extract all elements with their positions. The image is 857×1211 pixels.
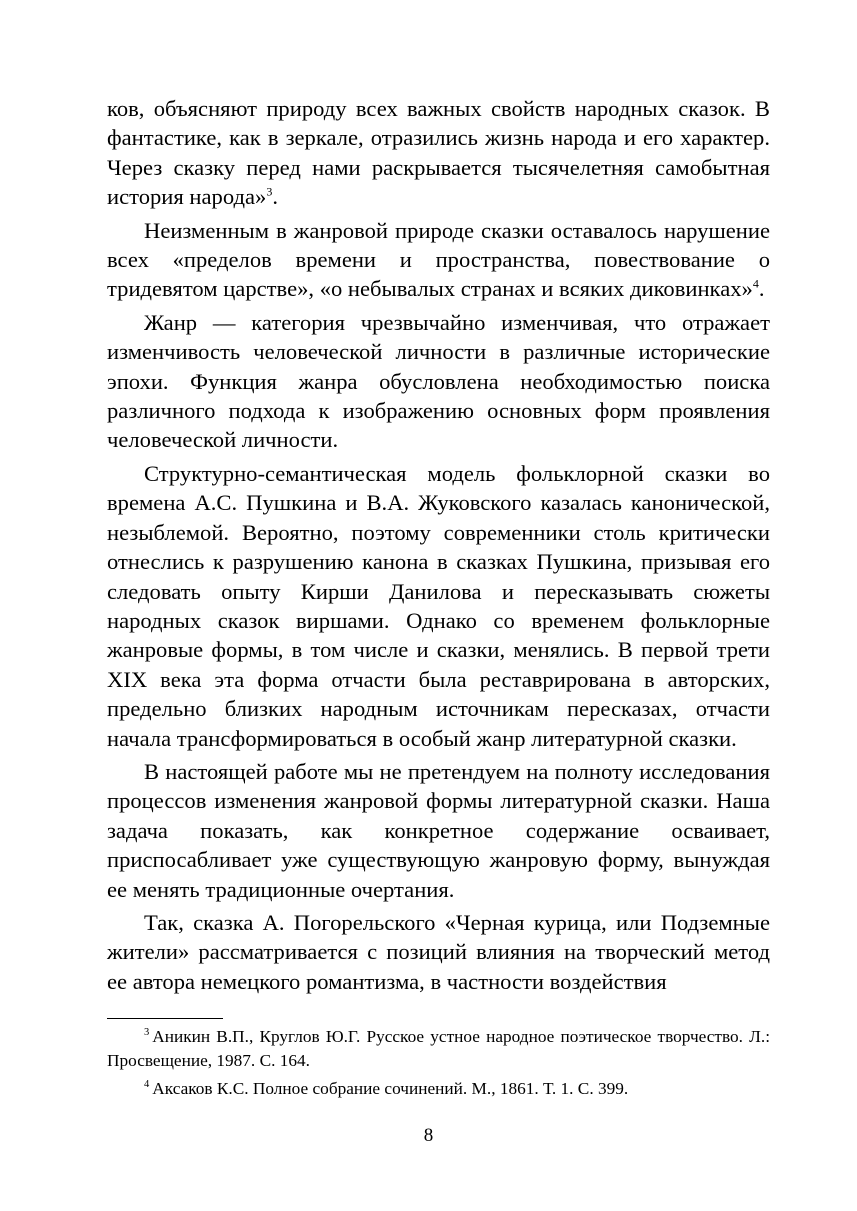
paragraph-5: В настоящей работе мы не претендуем на полноту исследования процессов изменения жанровой формы литературной сказки. Наша задача показать, как конкретное содержание осваивает, приспосабливает уже существующую жанровую форму, вынуждая ее менять традиционные очертания. [107,758,770,902]
footnote-number: 4 [144,1079,150,1091]
paragraph-1-text: ков, объясняют природу всех важных свойств народных сказок. В фантастике, как в зеркале, отразились жизнь народа и его характер. Через сказку перед нами раскрывается тысячелетняя самобытная история народа» [107,96,770,210]
footnote-text: Аникин В.П., Круглов Ю.Г. Русское устное народное поэтическое творчество. Л.: Просвещение, 1987. С. 164. [107,1027,770,1070]
footnote-ref-4: 4 [752,276,759,291]
footnote-4 [107,1077,770,1100]
paragraph-4: Структурно-семантическая модель фольклорной сказки во времена А.С. Пушкина и В.А. Жуковского казалась канонической, незыблемой. Вероятно, поэтому современники столь критически отнеслись к разрушению канона в сказках Пушкина, призывая его следовать опыту Кирши Данилова и пересказывать сюжеты народных сказок виршами. Однако со временем фольклорные жанровые формы, в том числе и сказки, менялись. В первой трети XIX века эта форма отчасти была реставрирована в авторских, предельно близких народным источникам пересказах, отчасти начала трансформироваться в особый жанр литературной сказки. [107,460,770,751]
footnote-text: Аксаков К.С. Полное собрание сочинений. М., 1861. Т. 1. С. 399. [152,1079,629,1098]
page-number: 8 [423,1125,434,1146]
footnote-number: 3 [144,1027,150,1039]
paragraph-1-end: . [272,184,278,210]
paragraph-2-text: Неизменным в жанровой природе сказки оставалось нарушение всех «пределов времени и пространства, повествование о тридевятом царстве», «о небывалых странах и всяких диковинках» [107,217,770,302]
footnotes [107,1025,770,1100]
page-content [107,94,770,1100]
paragraph-2 [107,216,770,304]
paragraph-6: Так, сказка А. Погорельского «Черная курица, или Подземные жители» рассматривается с позиций влияния на творческий метод ее автора немецкого романтизма, в частности воздействия [107,909,770,994]
footnote-3 [107,1025,770,1072]
footnote-divider [107,1018,223,1019]
paragraph-1 [107,94,770,212]
paragraph-2-end: . [758,276,765,302]
paragraph-3: Жанр — категория чрезвычайно изменчивая, что отражает изменчивость человеческой личности в различные исторические эпохи. Функция жанра обусловлена необходимостью поиска различного подхода к изображению основных форм проявления человеческой личности. [107,309,770,453]
footnote-ref-3: 3 [266,184,273,199]
body-text [107,94,770,996]
